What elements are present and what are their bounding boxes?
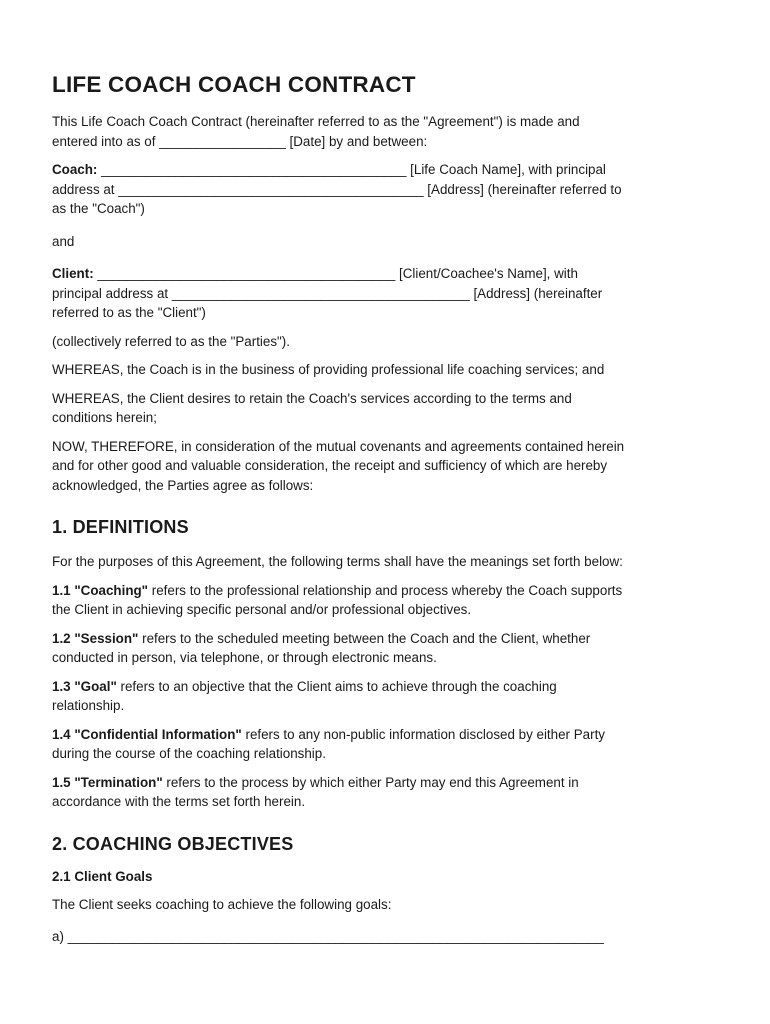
document-title: LIFE COACH COACH CONTRACT — [52, 72, 416, 97]
section-1-intro: For the purposes of this Agreement, the following terms shall have the meanings set forth below: — [52, 554, 623, 569]
client-line-2: principal address at ________________________________________ [Address] (hereinafter — [52, 285, 603, 301]
document-body — [52, 112, 722, 956]
definition-line-2: relationship. — [52, 698, 125, 713]
coach-line-2: address at _________________________________________ [Address] (hereinafter referred to — [52, 181, 622, 197]
client-line-3: referred to as the "Client") — [52, 305, 206, 320]
coach-line-3: as the "Coach") — [52, 201, 145, 216]
definition-item — [52, 629, 722, 668]
definition-line-1: refers to an objective that the Client aims to achieve through the coaching — [116, 678, 557, 694]
now-therefore-paragraph — [52, 437, 722, 496]
whereas-2-paragraph — [52, 389, 722, 428]
goal-a-line: a) ________________________________________________________________________ — [52, 929, 604, 944]
intro-paragraph — [52, 112, 722, 151]
intro-line-1: This Life Coach Coach Contract (hereinafter referred to as the "Agreement") is made and — [52, 114, 580, 129]
definition-line-2: during the course of the coaching relationship. — [52, 746, 326, 761]
definition-line-2: conducted in person, via telephone, or through electronic means. — [52, 650, 437, 665]
client-paragraph — [52, 264, 722, 323]
definition-line-1: refers to the scheduled meeting between the Coach and the Client, whether — [138, 630, 591, 646]
coach-label: Coach: — [52, 162, 98, 177]
coach-line-1: _________________________________________ [Life Coach Name], with principal — [97, 162, 606, 177]
section-2-intro: The Client seeks coaching to achieve the following goals: — [52, 896, 392, 912]
whereas-2-line-1: WHEREAS, the Client desires to retain the Coach's services according to the terms and — [52, 390, 572, 406]
definition-line-2: accordance with the terms set forth herein. — [52, 794, 306, 809]
client-line-1: ________________________________________ [Client/Coachee's Name], with — [93, 266, 578, 281]
and-text: and — [52, 233, 75, 249]
definition-term: 1.4 "Confidential Information" — [52, 726, 242, 742]
section-1-heading: 1. DEFINITIONS — [52, 517, 189, 537]
now-therefore-line-3: acknowledged, the Parties agree as follows: — [52, 477, 314, 493]
definition-term: 1.1 "Coaching" — [52, 582, 149, 598]
section-2-heading: 2. COACHING OBJECTIVES — [52, 833, 294, 854]
definition-item — [52, 581, 722, 620]
definition-line-1: refers to any non-public information disclosed by either Party — [241, 726, 605, 742]
intro-line-2: entered into as of _________________ [Date] by and between: — [52, 133, 428, 149]
whereas-1-paragraph: WHEREAS, the Coach is in the business of providing professional life coaching services; and — [52, 362, 605, 377]
definition-line-2: the Client in achieving specific personal and/or professional objectives. — [52, 602, 472, 617]
definition-line-1: refers to the process by which either Party may end this Agreement in — [162, 774, 579, 790]
definition-item — [52, 725, 722, 764]
definition-term: 1.5 "Termination" — [52, 774, 163, 790]
section-2-1-heading: 2.1 Client Goals — [52, 868, 153, 884]
parties-paragraph: (collectively referred to as the "Parties"). — [52, 333, 290, 349]
now-therefore-line-1: NOW, THEREFORE, in consideration of the mutual covenants and agreements contained herein — [52, 438, 625, 454]
now-therefore-line-2: and for other good and valuable consideration, the receipt and sufficiency of which are hereby — [52, 458, 608, 473]
definition-item — [52, 773, 722, 812]
client-label: Client: — [52, 266, 94, 281]
definition-item — [52, 677, 722, 716]
whereas-2-line-2: conditions herein; — [52, 410, 157, 425]
coach-paragraph — [52, 160, 722, 219]
definition-line-1: refers to the professional relationship and process whereby the Coach supports — [148, 582, 623, 598]
definition-term: 1.3 "Goal" — [52, 678, 117, 694]
definition-term: 1.2 "Session" — [52, 630, 139, 646]
